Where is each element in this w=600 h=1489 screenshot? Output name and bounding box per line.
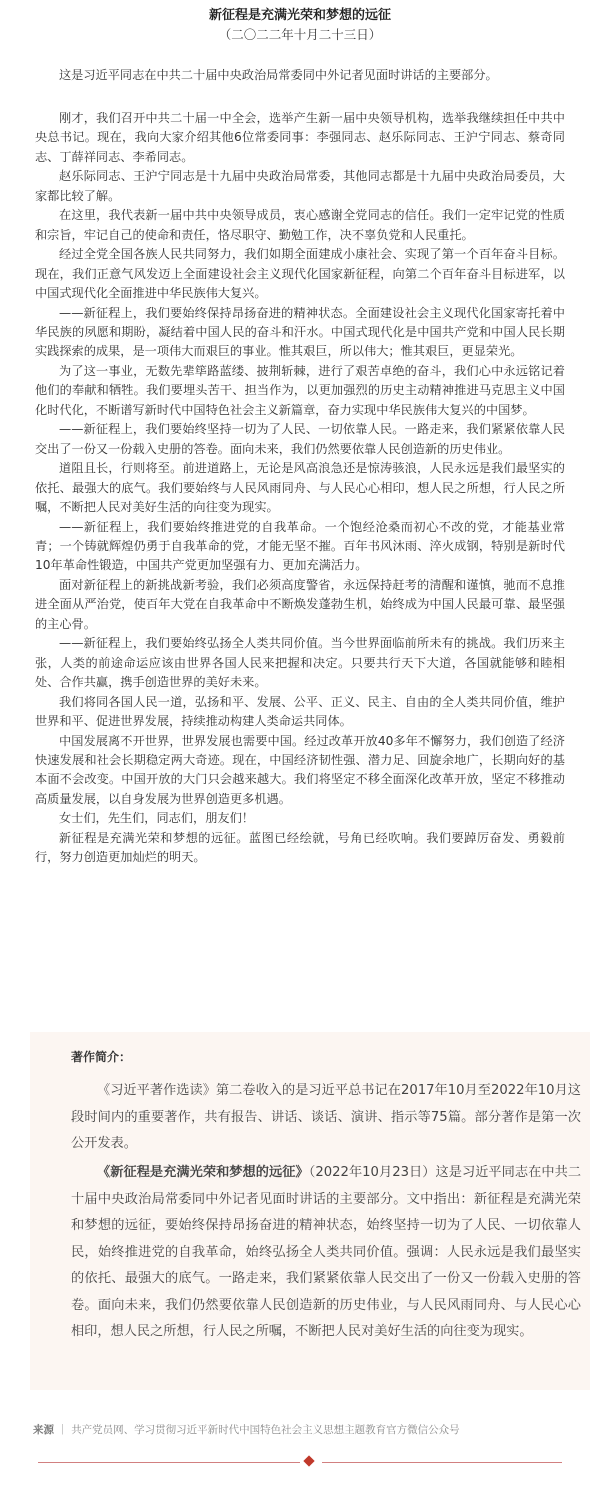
source-label: 来源 — [33, 1424, 54, 1436]
works-summary: （2022年10月23日）这是习近平同志在中共二十届中央政治局常委同中外记者见面时讲话的主要部分。文中指出：新征程是充满光荣和梦想的远征，要始终保持昂扬奋进的精神状态，始终坚持一切为了人民、一切依靠人民，始终推进党的自我革命，始终弘扬全人类共同价值。强调：人民永远是我们最坚实的依托、最强大的底气。一路走来，我们紧紧依靠人民交出了一份又一份载入史册的答卷。面向未来，我们仍然要依靠人民创造新的历史伟业，与人民风雨同舟、与人民心心相印，想人民之所想，行人民之所嘱，不断把人民对美好生活的向往变为现实。 — [71, 1165, 582, 1339]
body-paragraph: 我们将同各国人民一道，弘扬和平、发展、公平、正义、民主、自由的全人类共同价值，维护世界和平、促进世界发展，持续推动构建人类命运共同体。 — [35, 694, 565, 729]
body-paragraph: ——新征程上，我们要始终坚持一切为了人民、一切依靠人民。一路走来，我们紧紧依靠人民交出了一份又一份载入史册的答卷。面向未来，我们仍然要依靠人民创造新的历史伟业。 — [35, 422, 565, 456]
source-text: 共产党员网、学习贯彻习近平新时代中国特色社会主义思想主题教育官方微信公众号 — [71, 1424, 460, 1436]
works-intro-paragraph: 《习近平著作选读》第二卷收入的是习近平总书记在2017年10月至2022年10月这段时间内的重要著作，共有报告、讲话、谈话、演讲、指示等75篇。部分著作是第一次公开发表。 — [71, 1083, 581, 1151]
article-intro: 这是习近平同志在中共二十届中央政治局常委同中外记者见面时讲话的主要部分。 — [59, 68, 498, 82]
body-paragraph: 面对新征程上的新挑战新考验，我们必须高度警省，永远保持赶考的清醒和谨慎，驰而不息推进全面从严治党，使百年大党在自我革命中不断焕发蓬勃生机，始终成为中国人民最可靠、最坚强的主心骨。 — [35, 577, 565, 631]
source-line — [33, 1422, 573, 1438]
footer-divider-left — [38, 1462, 300, 1463]
body-paragraph: 女士们，先生们，同志们，朋友们！ — [59, 811, 254, 826]
body-paragraph: 为了这一事业，无数先辈筚路蓝缕、披荆斩棘，进行了艰苦卓绝的奋斗，我们心中永远铭记着他们的奉献和牺牲。我们要埋头苦干、担当作为，以更加强烈的历史主动精神推进马克思主义中国化时代化，不断谱写新时代中国特色社会主义新篇章，奋力实现中华民族伟大复兴的中国梦。 — [35, 363, 565, 417]
works-intro-heading: 著作简介： — [71, 1050, 132, 1064]
body-paragraph: 道阻且长，行则将至。前进道路上，无论是风高浪急还是惊涛骇浪，人民永远是我们最坚实的依托、最强大的底气。我们要始终与人民风雨同舟、与人民心心相印，想人民之所想，行人民之所嘱，不断把人民对美好生活的向往变为现实。 — [35, 461, 565, 515]
works-title: 《新征程是充满光荣和梦想的远征》 — [97, 1165, 309, 1180]
article-date: （二〇二二年十月二十三日） — [218, 27, 382, 42]
body-paragraph: 赵乐际同志、王沪宁同志是十九届中央政治局常委，其他同志都是十九届中央政治局委员，大家都比较了解。 — [35, 169, 565, 203]
footer-divider-right — [322, 1462, 562, 1463]
body-paragraph: 中国发展离不开世界，世界发展也需要中国。经过改革开放40多年不懈努力，我们创造了经济快速发展和社会长期稳定两大奇迹。现在，中国经济韧性强、潜力足、回旋余地广，长期向好的基本面不会改变。中国开放的大门只会越来越大。我们将坚定不移全面深化改革开放，坚定不移推动高质量发展，以自身发展为世界创造更多机遇。 — [35, 733, 565, 806]
body-paragraph: 在这里，我代表新一届中共中央领导成员，衷心感谢全党同志的信任。我们一定牢记党的性质和宗旨，牢记自己的使命和责任，恪尽职守、勤勉工作，决不辜负党和人民重托。 — [35, 208, 565, 242]
article-title: 新征程是充满光荣和梦想的远征 — [208, 8, 391, 23]
body-paragraph: 经过全党全国各族人民共同努力，我们如期全面建成小康社会、实现了第一个百年奋斗目标。现在，我们正意气风发迈上全面建设社会主义现代化国家新征程，向第二个百年奋斗目标进军，以中国式现代化全面推进中华民族伟大复兴。 — [35, 247, 565, 301]
body-paragraph: ——新征程上，我们要始终保持昂扬奋进的精神状态。全面建设社会主义现代化国家寄托着中华民族的夙愿和期盼，凝结着中国人民的奋斗和汗水。中国式现代化是中国共产党和中国人民长期实践探索的成果，是一项伟大而艰巨的事业。惟其艰巨，所以伟大；惟其艰巨，更显荣光。 — [35, 305, 565, 359]
article-body — [35, 109, 565, 868]
diamond-ornament-icon — [303, 1455, 314, 1466]
works-intro-box — [30, 1032, 590, 1390]
body-paragraph: ——新征程上，我们要始终推进党的自我革命。一个饱经沧桑而初心不改的党，才能基业常青；一个铸就辉煌仍勇于自我革命的党，才能无坚不摧。百年书风沐雨、淬火成钢，特别是新时代10年革命性锻造，中国共产党更加坚强有力、更加充满活力。 — [35, 519, 565, 573]
source-separator: ｜ — [57, 1424, 68, 1436]
works-intro-paragraph — [71, 1160, 581, 1346]
body-paragraph: ——新征程上，我们要始终弘扬全人类共同价值。当今世界面临前所未有的挑战。我们历来主张，人类的前途命运应该由世界各国人民来把握和决定。只要共行天下大道，各国就能够和睦相处、合作共赢，携手创造世界的美好未来。 — [35, 636, 565, 690]
body-paragraph: 刚才，我们召开中共二十届一中全会，选举产生新一届中央领导机构，选举我继续担任中共中央总书记。现在，我向大家介绍其他6位常委同事：李强同志、赵乐际同志、王沪宁同志、蔡奇同志、丁薛祥同志、李希同志。 — [35, 111, 565, 164]
body-paragraph: 新征程是充满光荣和梦想的远征。蓝图已经绘就，号角已经吹响。我们要踔厉奋发、勇毅前行，努力创造更加灿烂的明天。 — [35, 830, 565, 865]
